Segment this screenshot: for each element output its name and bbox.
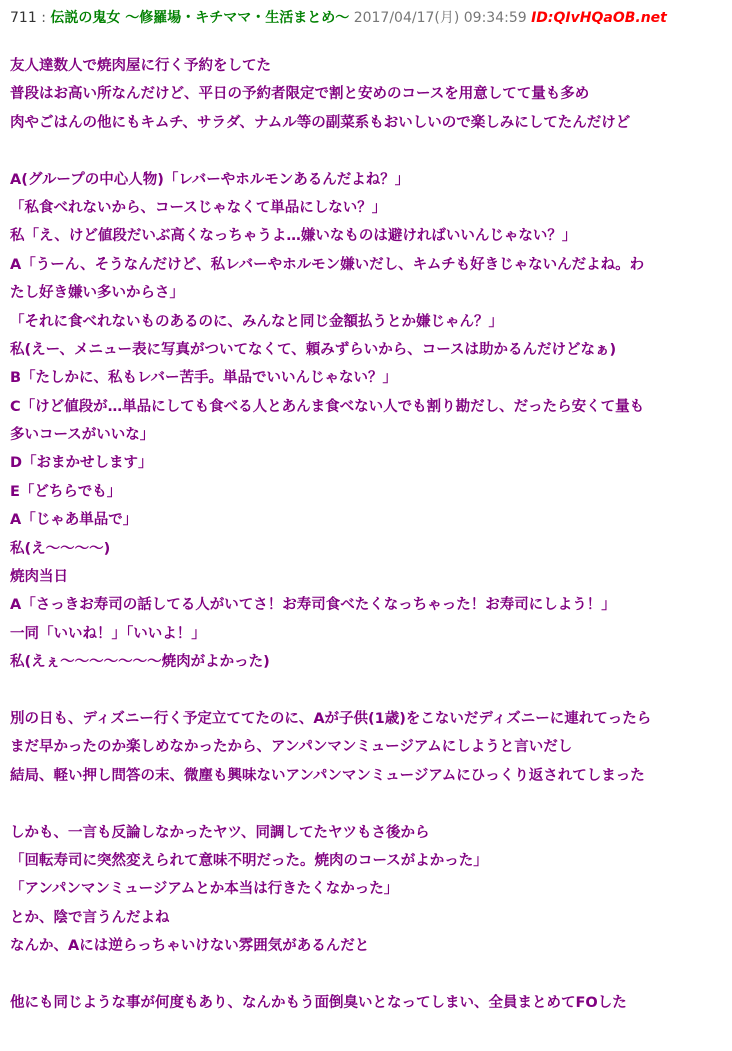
blank-line (10, 137, 725, 165)
post-body-line: 別の日も、ディズニー行く予定立ててたのに、Aが子供(1歳)をこないだディズニーに連れてったら (10, 710, 652, 727)
post-number[interactable]: 711 (10, 10, 37, 26)
post-body-line: A(グループの中心人物)「レバーやホルモンあるんだよね？」 (10, 171, 410, 188)
post-body-line: 「アンパンマンミュージアムとか本当は行きたくなかった」 (10, 881, 399, 898)
post-body-line: 私(え〜〜〜〜) (10, 540, 111, 557)
post-body-line: とか、陰で言うんだよね (10, 909, 170, 926)
post-body-line: 私「え、けど値段だいぶ高くなっちゃうよ…嫌いなものは避ければいいんじゃない？」 (10, 228, 577, 245)
post-body-line: 友人達数人で焼肉屋に行く予約をしてた (10, 58, 271, 74)
post-body-line: 普段はお高い所なんだけど、平日の予約者限定で割と安めのコースを用意してて量も多め (10, 86, 590, 103)
post-id[interactable]: ID:QIvHQaOB.net (531, 10, 667, 26)
post-date: 2017/04/17(月) 09:34:59 (353, 10, 527, 26)
post-body-line: A「さっきお寿司の話してる人がいてさ！お寿司食べたくなっちゃった！お寿司にしよう！」 (10, 597, 616, 614)
post-body-line: 「私食べれないから、コースじゃなくて単品にしない？」 (10, 199, 387, 216)
post-body-line: 「それに食べれないものあるのに、みんなと同じ金額払うとか嫌じゃん？」 (10, 313, 503, 330)
post-body-line: 結局、軽い押し問答の末、微塵も興味ないアンパンマンミュージアムにひっくり返されてしまった (10, 767, 645, 784)
post-body-line: A「じゃあ単品で」 (10, 512, 138, 529)
post-body-line: なんか、Aには逆らっちゃいけない雰囲気があるんだと (10, 938, 370, 955)
post-body-line: たし好き嫌い多いからさ」 (10, 285, 184, 302)
post-body-line: B「たしかに、私もレバー苦手。単品でいいんじゃない？」 (10, 370, 398, 387)
post-body-line: 一同「いいね！」「いいよ！」 (10, 625, 206, 642)
post-body-line: まだ早かったのか楽しめなかったから、アンパンマンミュージアムにしようと言いだし (10, 739, 573, 756)
post-body-line: C「けど値段が…単品にしても食べる人とあんま食べない人でも割り勘だし、だったら安くて量も (10, 398, 645, 415)
post-author-name: 伝説の鬼女 〜修羅場・キチママ・生活まとめ〜 (50, 10, 350, 26)
post-body-line: 他にも同じような事が何度もあり、なんかもう面倒臭いとなってしまい、全員まとめてFOした (10, 994, 627, 1011)
post-body-line: D「おまかせします」 (10, 455, 153, 472)
post-body-line: 肉やごはんの他にもキムチ、サラダ、ナムル等の副菜系もおいしいので楽しみにしてたんだけど (10, 114, 631, 131)
post-separator: : (41, 10, 46, 26)
post-header (10, 8, 667, 28)
blank-line (10, 790, 725, 818)
post-body-line: しかも、一言も反論しなかったヤツ、同調してたヤツもさ後から (10, 824, 430, 841)
post-body-line: 「回転寿司に突然変えられて意味不明だった。焼肉のコースがよかった」 (10, 852, 488, 869)
post-body (10, 52, 725, 1017)
post-body-line: 焼肉当日 (10, 569, 68, 586)
post-body-line: E「どちらでも」 (10, 483, 122, 500)
post-body-line: 私(えぇ〜〜〜〜〜〜〜焼肉がよかった) (10, 654, 270, 671)
blank-line (10, 961, 725, 989)
post-body-line: A「うーん、そうなんだけど、私レバーやホルモン嫌いだし、キムチも好きじゃないんだよね。わ (10, 256, 645, 273)
post-body-line: 私(えー、メニュー表に写真がついてなくて、頼みずらいから、コースは助かるんだけどなぁ) (10, 341, 617, 358)
post-body-line: 多いコースがいいな」 (10, 427, 155, 444)
blank-line (10, 677, 725, 705)
